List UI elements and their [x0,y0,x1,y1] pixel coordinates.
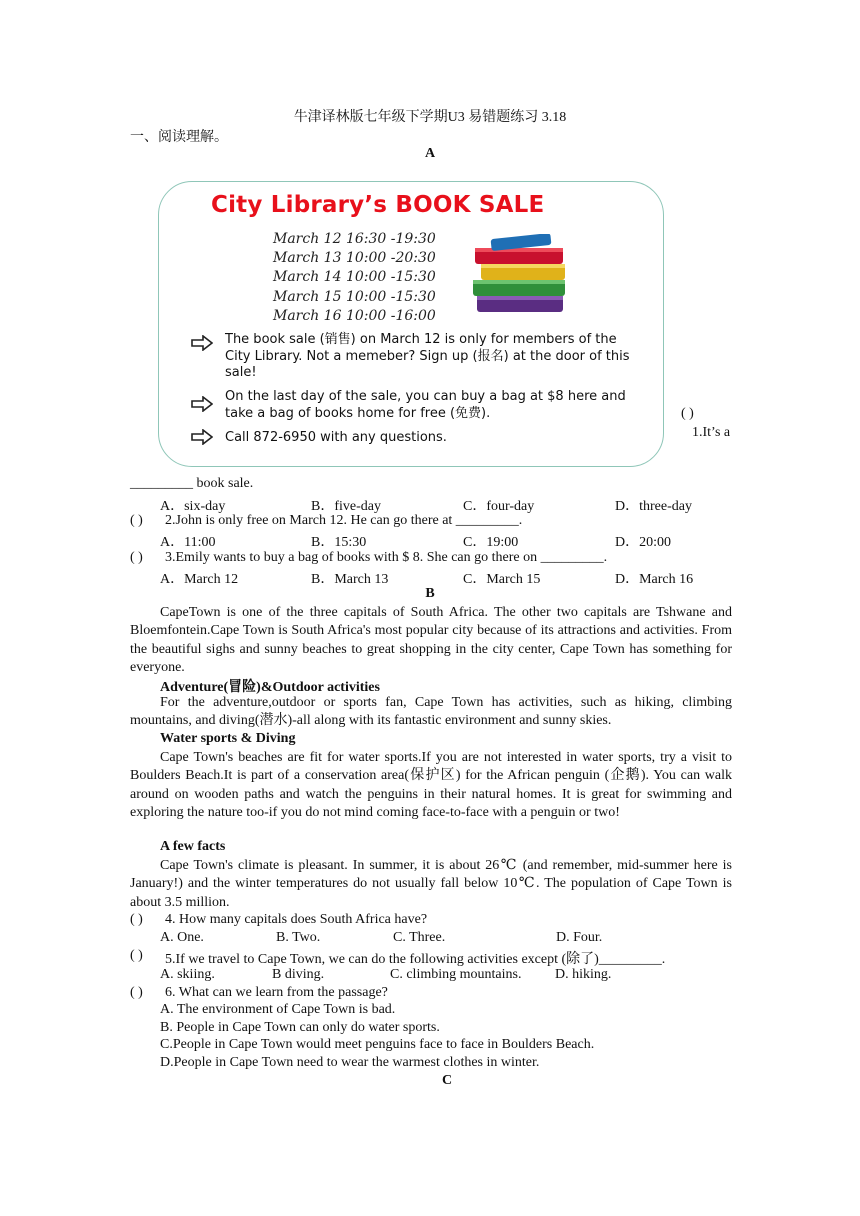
option-b[interactable]: B．March 13 [311,572,389,587]
passage-adventure: For the adventure,outdoor or sports fan, Cape Town has activities, such as hiking, climbing mountains, and diving(潜水)-all along with its fantastic environment and sunny skies. [130,695,732,729]
sale-dates [273,230,436,326]
option-b[interactable]: B．five-day [311,499,381,514]
answer-blank[interactable]: ( ) [130,948,143,963]
poster-title: City Library’s BOOK SALE [211,192,545,218]
question-6-stem: 6. What can we learn from the passage? [165,985,388,1000]
passage-facts: Cape Town's climate is pleasant. In summer, it is about 26℃ (and remember, mid-summer here is January!) and the winter temperatures do not usually fall below 10℃. The population of Cape Town is about 3.5 million. [130,858,732,910]
question-1-stem-continued: _________ book sale. [130,476,254,491]
option-a[interactable]: A．11:00 [160,535,216,550]
books-illustration [467,234,587,316]
answer-blank[interactable]: ( ) [130,985,143,1000]
option-b[interactable]: B diving. [272,967,325,982]
option-c[interactable]: C. Three. [393,930,446,945]
pointer-arrow-icon [191,335,213,351]
question-3-stem: 3.Emily wants to buy a bag of books with $ 8. She can go there on _________. [165,550,608,565]
sale-date: March 12 16:30 -19:30 [273,231,436,247]
option-c[interactable]: C．19:00 [463,535,519,550]
answer-blank[interactable]: ( ) [681,406,694,421]
part-c-label: C [441,1073,453,1088]
passage-intro: CapeTown is one of the three capitals of South Africa. The other two capitals are Tshwane and Bloemfontein.Cape Town is South Africa's most popular city because of its attractions and activities. From the beautiful sighs and sunny beaches to great shopping in the city center, Cape Town has something for everyone. [130,605,732,675]
option-d[interactable]: D．20:00 [615,535,671,550]
option-d[interactable]: D. hiking. [555,967,612,982]
option-a[interactable]: A. skiing. [160,967,215,982]
pointer-arrow-icon [191,429,213,445]
answer-blank[interactable]: ( ) [130,912,143,927]
option-a[interactable]: A. The environment of Cape Town is bad. [160,1002,396,1017]
option-d[interactable]: D．March 16 [615,572,694,587]
option-d[interactable]: D．three-day [615,499,692,514]
option-a[interactable]: A. One. [160,930,204,945]
answer-blank[interactable]: ( ) [130,513,143,528]
option-c[interactable]: C．four-day [463,499,535,514]
question-1-stem: 1.It’s a [692,425,731,440]
sale-date: March 13 10:00 -20:30 [273,250,436,267]
sale-date: March 14 10:00 -15:30 [273,269,436,286]
pointer-arrow-icon [191,396,213,412]
option-d[interactable]: D.People in Cape Town need to wear the warmest clothes in winter. [160,1055,540,1070]
question-5-stem: 5.If we travel to Cape Town, we can do the following activities except (除了)_________. [165,952,666,967]
subheading-water-sports: Water sports & Diving [160,731,296,746]
option-c[interactable]: C. climbing mountains. [390,967,522,982]
question-4-stem: 4. How many capitals does South Africa have? [165,912,428,927]
document-title: 牛津译林版七年级下学期U3 易错题练习 3.18 [293,110,567,125]
question-2-stem: 2.John is only free on March 12. He can go there at _________. [165,513,523,528]
option-b[interactable]: B. People in Cape Town can only do water sports. [160,1020,440,1035]
answer-blank[interactable]: ( ) [130,550,143,565]
option-c[interactable]: C.People in Cape Town would meet penguins face to face in Boulders Beach. [160,1037,595,1052]
option-d[interactable]: D. Four. [556,930,603,945]
option-c[interactable]: C．March 15 [463,572,541,587]
passage-water-sports: Cape Town's beaches are fit for water sports.If you are not interested in water sports, try a visit to Boulders Beach.It is part of a conservation area(保护区) for the African penguin (企鹅). You can walk around on wooden paths and watch the penguins in their natural homes. It is great for swimming and exploring the nature too-if you do not mind coming face-to-face with a penguin or two! [130,750,732,820]
subheading-adventure: Adventure(冒险)&Outdoor activities [160,680,380,695]
option-a[interactable]: A．six-day [160,499,226,514]
subheading-facts: A few facts [160,839,226,854]
option-b[interactable]: B. Two. [276,930,321,945]
part-b-label: B [425,586,435,601]
part-a-label: A [424,146,436,161]
option-b[interactable]: B．15:30 [311,535,367,550]
notice-call: Call 872-6950 with any questions. [225,430,447,445]
book-sale-poster [158,181,664,467]
notice-members: The book sale (销售) on March 12 is only for members of the City Library. Not a memeber? Sign up (报名) at the door of this sale! [225,332,630,380]
notice-last-day: On the last day of the sale, you can buy a bag at $8 here and take a bag of books home for free (免费). [225,389,626,421]
option-a[interactable]: A．March 12 [160,572,239,587]
sale-date: March 15 10:00 -15:30 [273,288,436,305]
sale-date: March 16 10:00 -16:00 [273,307,436,324]
section-heading: 一、阅读理解。 [130,130,228,145]
